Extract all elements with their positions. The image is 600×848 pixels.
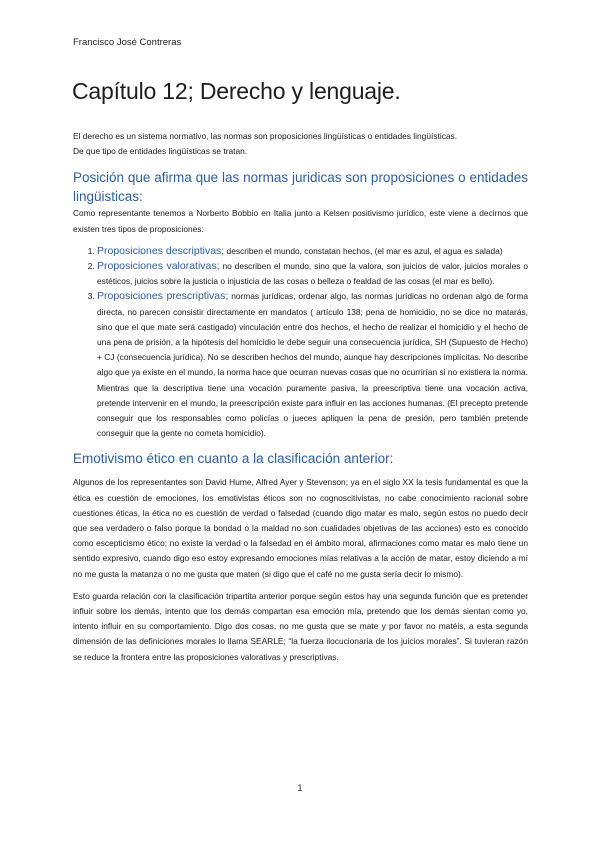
list-item-text: no describen el mundo, sino que la valora, son juicios de valor, juicios morales o estéticos, juicios sobre la justicia o injusticia de las cosas o belleza o fealdad de las cosas (el mar es bello). xyxy=(97,261,528,287)
section-heading-emotivismo: Emotivismo ético en cuanto a la clasificación anterior: xyxy=(73,451,394,467)
section-heading-proposiciones: Posición que afirma que las normas juridicas son proposiciones o entidades lingüisticas: xyxy=(73,170,528,205)
page-header-author: Francisco José Contreras xyxy=(73,37,182,48)
page-number: 1 xyxy=(297,783,303,793)
list-item-valorativas xyxy=(97,259,528,289)
list-item-descriptivas xyxy=(97,244,528,259)
section2-paragraph-1: Algunos de los representantes son David Hume, Alfred Ayer y Stevenson; ya en el siglo XX la tesis fundamental es que la ética es cuestión de emociones, los emotivistas éticos son no cognoscitivistas, no cabe conocimiento racional sobre cuestiones éticas, la ética no es cuestión de verdad o falsedad (cuando digo matar es malo, según estos no puedo decir que sea verdadero o falso porque la bondad o la maldad no son cualidades objetivas de las acciones) esto es conocido como escepticismo ético; no existe la verdad o la falsedad en el ámbito moral, afirmaciones como matar es malo tiene un sentido expresivo, cuando digo eso estoy expresando emociones mías relativas a la acción de matar, estoy diciendo a mí no me gusta la matanza o no me gusta que maten (si digo que el café no me gusta sería decir lo mismo). xyxy=(73,477,528,579)
term-descriptivas: Proposiciones descriptivas; xyxy=(97,244,225,257)
list-item-text: describen el mundo, constatan hechos, (el mar es azul, el agua es salada) xyxy=(224,245,503,256)
chapter-title: Capítulo 12; Derecho y lenguaje. xyxy=(72,78,401,104)
document-body xyxy=(73,129,528,665)
section2-paragraph-2: Esto guarda relación con la clasificación tripartita anterior porque según estos hay una segunda función que es pretender influir sobre los demás, intento que los demás compartan esa emoción mía, pretendo que los demás sientan como yo, intento influir en su comportamiento. Digo dos cosas, no me gusta que se mate y por favor no matéis, a esta segunda dimensión de las definiciones morales lo llama SEARLE; “la fuerza ilocucionaria de los juicios morales”. Si tuvieran razón se reduce la frontera entre las proposiciones valorativas y prescriptivas. xyxy=(73,590,528,662)
section1-lead-paragraph: Como representante tenemos a Norberto Bobbio en Italia junto a Kelsen positivismo jurídico, este viene a decirnos que existen tres tipos de proposiciones: xyxy=(73,208,528,234)
intro-paragraph-2: De que tipo de entidades lingüísticas se tratan. xyxy=(73,146,248,157)
list-item-text: normas jurídicas, ordenar algo, las normas jurídicas no ordenan algo de forma directa, no parecen consistir directamente en mandatos ( artículo 138; pena de homicidio, no se dice no matarás, sino que el que mate será castigado) vinculación entre dos hechos, el hecho de realizar el homicidio y el hecho de una pena de prisión, a la hipótesis del homicidio le debe seguir una consecuencia jurídica, SH (Supuesto de Hecho) + CJ (consecuencia jurídica). No se describen hechos del mundo, aunque hay descripciones implícitas. No describe algo que ya existe en el mundo, la norma hace que ocurran nuevas cosas que no ocurrirían si no existiera la norma. Mientras que la descriptiva tiene una vocación puramente pasiva, la preescriptiva tiene una vocación activa, pretende intervenir en el mundo, la preescripción existe para influir en las acciones humanas. (El precepto pretende conseguir que los responsables como policías o jueces apliquen la pena de presión, pero también pretende conseguir que la gente no cometa homicidio). xyxy=(97,291,528,439)
list-item-prescriptivas xyxy=(97,289,528,441)
intro-paragraph-1: El derecho es un sistema normativo, las normas son proposiciones lingüísticas o entidades lingüísticas. xyxy=(73,131,458,141)
term-valorativas: Proposiciones valorativas; xyxy=(97,260,220,273)
proposition-types-list xyxy=(73,244,528,442)
term-prescriptivas: Proposiciones prescriptivas; xyxy=(97,290,229,303)
